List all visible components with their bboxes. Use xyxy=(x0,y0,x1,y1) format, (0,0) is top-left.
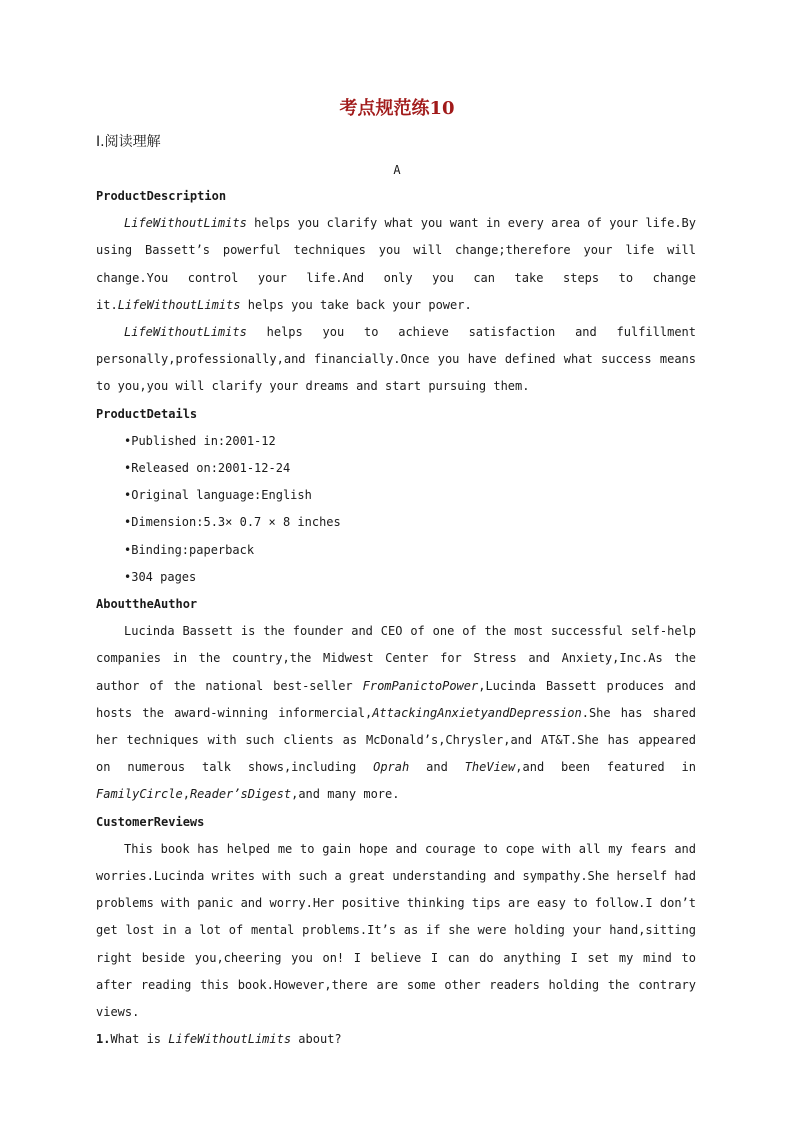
book-title: LifeWithoutLimits xyxy=(117,297,241,312)
detail-item: •Published in:2001-12 xyxy=(124,433,276,448)
about-author-heading: AbouttheAuthor xyxy=(96,597,198,612)
customer-reviews-heading: CustomerReviews xyxy=(96,814,205,829)
magazine-title: FamilyCircle xyxy=(96,787,183,802)
detail-item: •Released on:2001-12-24 xyxy=(124,461,291,476)
show-title: Oprah xyxy=(373,760,410,775)
product-details-heading: ProductDetails xyxy=(96,406,198,421)
detail-item: •Original language:English xyxy=(124,488,312,503)
book-title: LifeWithoutLimits xyxy=(124,325,247,340)
section-label: Ⅰ.阅读理解 xyxy=(96,134,161,150)
customer-review-paragraph: This book has helped me to gain hope and courage to cope with all my fears and worries.Lucinda writes with such a great understanding and sympathy.She herself had problems with panic and worry.Her positive thinking tips are easy to follow.I don’t get lost in a lot of mental problems.It’s as if she were holding your hand,sitting right beside you,cheering you on! I believe I can do anything I set my mind to after reading this book.However,there are some other readers holding the contrary views. xyxy=(96,841,696,1020)
detail-item: •304 pages xyxy=(124,569,197,584)
book-title: LifeWithoutLimits xyxy=(124,216,247,231)
detail-item: •Binding:paperback xyxy=(124,542,255,557)
question-1: 1.What is LifeWithoutLimits about? xyxy=(96,1032,342,1047)
magazine-title: Reader’sDigest xyxy=(189,787,292,802)
about-author-paragraph: Lucinda Bassett is the founder and CEO of one of the most successful self-help companies in the country,the Midwest Center for Stress and Anxiety,Inc.As the author of the national best-seller FromPanictoPower,Lucinda Bassett produces and hosts the award-winning informercial,AttackingAnxietyandDepression.She has shared her techniques with such clients as McDonald’s,Chrysler,and AT&T.She has appeared on numerous talk shows,including Oprah and TheView,and been featured in FamilyCircle,Reader’sDigest,and many more. xyxy=(96,624,697,802)
show-title: TheView xyxy=(464,760,516,775)
detail-item: •Dimension:5.3× 0.7 × 8 inches xyxy=(124,515,341,530)
page-title: 考点规范练10 xyxy=(339,98,455,119)
show-title: AttackingAnxietyandDepression xyxy=(372,705,582,720)
passage-letter: A xyxy=(393,163,401,177)
product-description-heading: ProductDescription xyxy=(96,189,227,203)
product-description-paragraph-2: LifeWithoutLimits helps you to achieve satisfaction and fulfillment personally,professionally,and financially.Once you have defined what success means to you,you will clarify your dreams and start pursuing them. xyxy=(96,325,696,394)
question-number: 1. xyxy=(96,1032,111,1047)
book-title: FromPanictoPower xyxy=(362,678,479,693)
book-title: LifeWithoutLimits xyxy=(168,1032,292,1047)
passage-body xyxy=(96,183,696,1054)
product-description-paragraph-1: LifeWithoutLimits helps you clarify what you want in every area of your life.By using Bassett’s powerful techniques you will change;therefore your life will change.You control your life.And only you can take steps to change it.LifeWithoutLimits helps you take back your power. xyxy=(96,216,696,312)
